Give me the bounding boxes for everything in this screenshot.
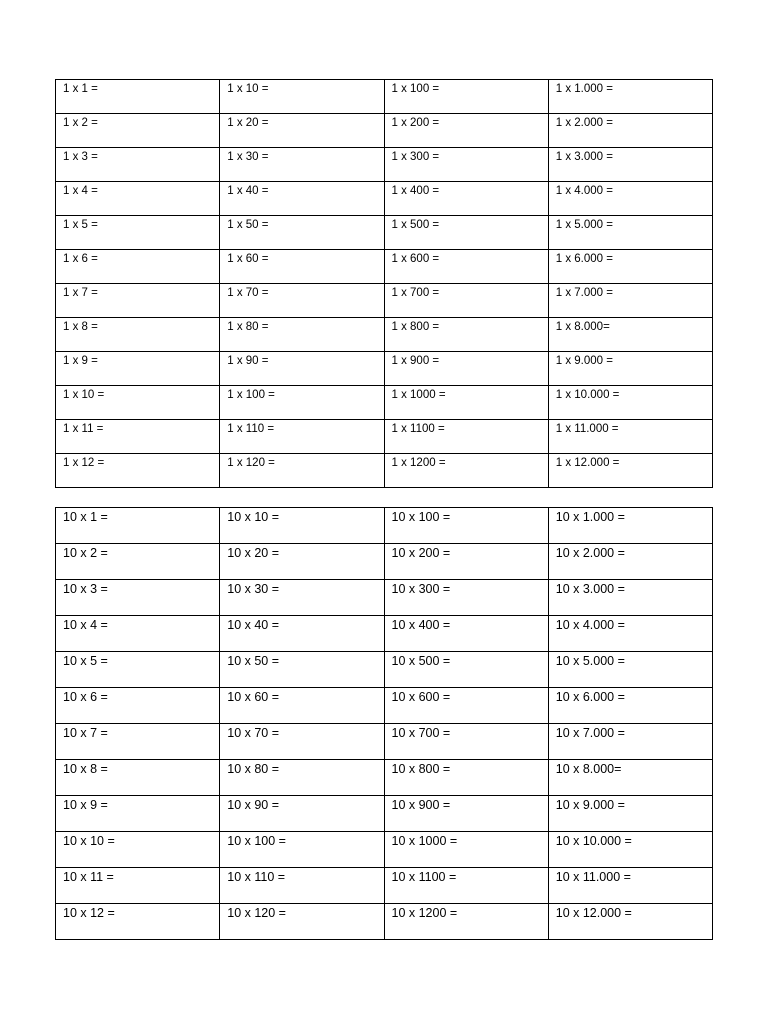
multiplication-cell: 1 x 12.000 = <box>548 454 712 488</box>
multiplication-cell: 1 x 400 = <box>384 182 548 216</box>
multiplication-cell: 10 x 900 = <box>384 796 548 832</box>
multiplication-cell: 10 x 100 = <box>384 508 548 544</box>
multiplication-cell: 10 x 100 = <box>220 832 384 868</box>
multiplication-cell: 10 x 400 = <box>384 616 548 652</box>
multiplication-cell: 10 x 70 = <box>220 724 384 760</box>
multiplication-cell: 1 x 800 = <box>384 318 548 352</box>
multiplication-cell: 10 x 11.000 = <box>548 868 712 904</box>
multiplication-cell: 1 x 50 = <box>220 216 384 250</box>
table-row <box>56 868 713 904</box>
multiplication-cell: 10 x 10 = <box>56 832 220 868</box>
multiplication-cell: 1 x 90 = <box>220 352 384 386</box>
table-row <box>56 182 713 216</box>
table-row <box>56 80 713 114</box>
multiplication-cell: 10 x 40 = <box>220 616 384 652</box>
multiplication-cell: 10 x 11 = <box>56 868 220 904</box>
multiplication-cell: 10 x 3.000 = <box>548 580 712 616</box>
multiplication-cell: 10 x 120 = <box>220 904 384 940</box>
table-row <box>56 616 713 652</box>
multiplication-cell: 10 x 110 = <box>220 868 384 904</box>
multiplication-cell: 10 x 1.000 = <box>548 508 712 544</box>
multiplication-cell: 10 x 10 = <box>220 508 384 544</box>
multiplication-cell: 1 x 1200 = <box>384 454 548 488</box>
multiplication-cell: 1 x 900 = <box>384 352 548 386</box>
multiplication-table-by-10 <box>55 507 713 940</box>
multiplication-cell: 10 x 80 = <box>220 760 384 796</box>
multiplication-cell: 1 x 120 = <box>220 454 384 488</box>
multiplication-cell: 1 x 60 = <box>220 250 384 284</box>
table-row <box>56 420 713 454</box>
multiplication-cell: 10 x 200 = <box>384 544 548 580</box>
multiplication-cell: 10 x 50 = <box>220 652 384 688</box>
multiplication-cell: 1 x 20 = <box>220 114 384 148</box>
multiplication-cell: 10 x 12 = <box>56 904 220 940</box>
multiplication-cell: 1 x 7.000 = <box>548 284 712 318</box>
multiplication-cell: 10 x 3 = <box>56 580 220 616</box>
table-row <box>56 652 713 688</box>
multiplication-cell: 1 x 2 = <box>56 114 220 148</box>
multiplication-cell: 1 x 11.000 = <box>548 420 712 454</box>
multiplication-cell: 10 x 800 = <box>384 760 548 796</box>
multiplication-cell: 10 x 12.000 = <box>548 904 712 940</box>
multiplication-cell: 1 x 8 = <box>56 318 220 352</box>
multiplication-cell: 10 x 9.000 = <box>548 796 712 832</box>
multiplication-cell: 10 x 8.000= <box>548 760 712 796</box>
multiplication-cell: 1 x 110 = <box>220 420 384 454</box>
multiplication-cell: 1 x 11 = <box>56 420 220 454</box>
multiplication-cell: 10 x 6.000 = <box>548 688 712 724</box>
multiplication-cell: 1 x 6 = <box>56 250 220 284</box>
multiplication-cell: 10 x 9 = <box>56 796 220 832</box>
table-row <box>56 688 713 724</box>
multiplication-cell: 10 x 60 = <box>220 688 384 724</box>
multiplication-cell: 10 x 4 = <box>56 616 220 652</box>
multiplication-cell: 1 x 70 = <box>220 284 384 318</box>
multiplication-cell: 1 x 1000 = <box>384 386 548 420</box>
multiplication-cell: 1 x 5.000 = <box>548 216 712 250</box>
multiplication-cell: 1 x 30 = <box>220 148 384 182</box>
multiplication-cell: 10 x 10.000 = <box>548 832 712 868</box>
multiplication-cell: 1 x 80 = <box>220 318 384 352</box>
multiplication-cell: 1 x 100 = <box>220 386 384 420</box>
multiplication-cell: 10 x 90 = <box>220 796 384 832</box>
multiplication-cell: 1 x 10 = <box>220 80 384 114</box>
table-row <box>56 508 713 544</box>
multiplication-cell: 10 x 30 = <box>220 580 384 616</box>
table-row <box>56 250 713 284</box>
multiplication-cell: 1 x 100 = <box>384 80 548 114</box>
multiplication-cell: 1 x 300 = <box>384 148 548 182</box>
multiplication-cell: 10 x 500 = <box>384 652 548 688</box>
table-row <box>56 114 713 148</box>
table-row <box>56 904 713 940</box>
table-row <box>56 148 713 182</box>
multiplication-cell: 10 x 700 = <box>384 724 548 760</box>
multiplication-cell: 10 x 1200 = <box>384 904 548 940</box>
table-row <box>56 454 713 488</box>
table-row <box>56 760 713 796</box>
table-row <box>56 386 713 420</box>
table-body <box>56 508 713 940</box>
multiplication-cell: 10 x 8 = <box>56 760 220 796</box>
multiplication-cell: 1 x 40 = <box>220 182 384 216</box>
multiplication-cell: 1 x 3.000 = <box>548 148 712 182</box>
multiplication-cell: 1 x 500 = <box>384 216 548 250</box>
multiplication-cell: 10 x 2.000 = <box>548 544 712 580</box>
multiplication-cell: 1 x 1.000 = <box>548 80 712 114</box>
table-body <box>56 80 713 488</box>
table-row <box>56 216 713 250</box>
multiplication-cell: 1 x 8.000= <box>548 318 712 352</box>
multiplication-cell: 1 x 7 = <box>56 284 220 318</box>
multiplication-cell: 10 x 7 = <box>56 724 220 760</box>
multiplication-cell: 1 x 1100 = <box>384 420 548 454</box>
multiplication-cell: 10 x 5.000 = <box>548 652 712 688</box>
multiplication-table-by-1 <box>55 79 713 488</box>
multiplication-cell: 10 x 1000 = <box>384 832 548 868</box>
table-row <box>56 724 713 760</box>
multiplication-cell: 1 x 10 = <box>56 386 220 420</box>
multiplication-cell: 10 x 5 = <box>56 652 220 688</box>
multiplication-cell: 1 x 9 = <box>56 352 220 386</box>
multiplication-cell: 1 x 2.000 = <box>548 114 712 148</box>
multiplication-cell: 1 x 5 = <box>56 216 220 250</box>
multiplication-cell: 1 x 4 = <box>56 182 220 216</box>
multiplication-cell: 10 x 6 = <box>56 688 220 724</box>
multiplication-cell: 10 x 1 = <box>56 508 220 544</box>
multiplication-cell: 1 x 3 = <box>56 148 220 182</box>
table-row <box>56 352 713 386</box>
multiplication-cell: 1 x 10.000 = <box>548 386 712 420</box>
multiplication-cell: 1 x 12 = <box>56 454 220 488</box>
multiplication-cell: 1 x 200 = <box>384 114 548 148</box>
multiplication-cell: 10 x 300 = <box>384 580 548 616</box>
multiplication-cell: 10 x 20 = <box>220 544 384 580</box>
multiplication-cell: 10 x 1100 = <box>384 868 548 904</box>
multiplication-cell: 1 x 4.000 = <box>548 182 712 216</box>
multiplication-cell: 10 x 600 = <box>384 688 548 724</box>
table-row <box>56 284 713 318</box>
multiplication-cell: 1 x 6.000 = <box>548 250 712 284</box>
table-row <box>56 796 713 832</box>
multiplication-cell: 1 x 9.000 = <box>548 352 712 386</box>
multiplication-cell: 10 x 2 = <box>56 544 220 580</box>
multiplication-cell: 1 x 600 = <box>384 250 548 284</box>
multiplication-cell: 10 x 4.000 = <box>548 616 712 652</box>
multiplication-cell: 1 x 1 = <box>56 80 220 114</box>
table-row <box>56 832 713 868</box>
multiplication-cell: 1 x 700 = <box>384 284 548 318</box>
table-row <box>56 580 713 616</box>
multiplication-cell: 10 x 7.000 = <box>548 724 712 760</box>
table-row <box>56 544 713 580</box>
table-row <box>56 318 713 352</box>
